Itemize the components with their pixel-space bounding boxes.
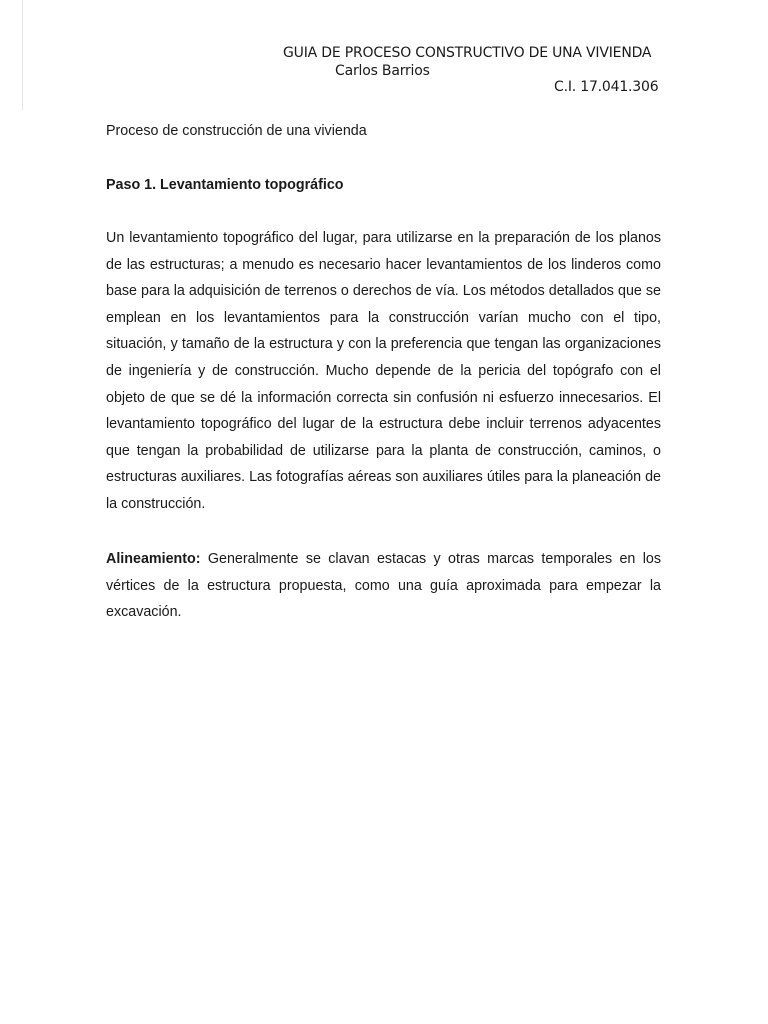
step-heading-text: Paso 1. Levantamiento topográfico — [106, 177, 344, 193]
author-name: Carlos Barrios — [335, 63, 430, 79]
alignment-term: Alineamiento: — [106, 551, 201, 567]
step-heading — [106, 172, 661, 199]
paragraph-topographic-survey — [106, 225, 661, 518]
paragraph-2 — [106, 546, 661, 626]
paragraph-alignment — [106, 546, 661, 626]
margin-line — [22, 0, 23, 110]
document-title: GUIA DE PROCESO CONSTRUCTIVO DE UNA VIVIENDA — [283, 45, 652, 61]
paragraph-1-text: Un levantamiento topográfico del lugar, para utilizarse en la preparación de los planos de las estructuras; a menudo es necesario hacer levantamientos de los linderos como base para la adquisición de terrenos o derechos de vía. Los métodos detallados que se emplean en los levantamientos para la construcción varían mucho con el tipo, situación, y tamaño de la estructura y con la preferencia que tengan las organizaciones de ingeniería y de construcción. Mucho depende de la pericia del topógrafo con el objeto de que se dé la información correcta sin confusión ni esfuerzo innecesarios. El levantamiento topográfico del lugar de la estructura debe incluir terrenos adyacentes que tengan la probabilidad de utilizarse para la planta de construcción, caminos, o estructuras auxiliares. Las fotografías aéreas son auxiliares útiles para la planeación de la construcción. — [106, 230, 661, 512]
intro-line — [106, 118, 661, 145]
alignment-text: Generalmente se clavan estacas y otras marcas temporales en los vértices de la estructura propuesta, como una guía aproximada para empezar la excavación. — [106, 551, 661, 621]
intro-text: Proceso de construcción de una vivienda — [106, 123, 367, 139]
author-id-number: C.I. 17.041.306 — [554, 79, 659, 95]
